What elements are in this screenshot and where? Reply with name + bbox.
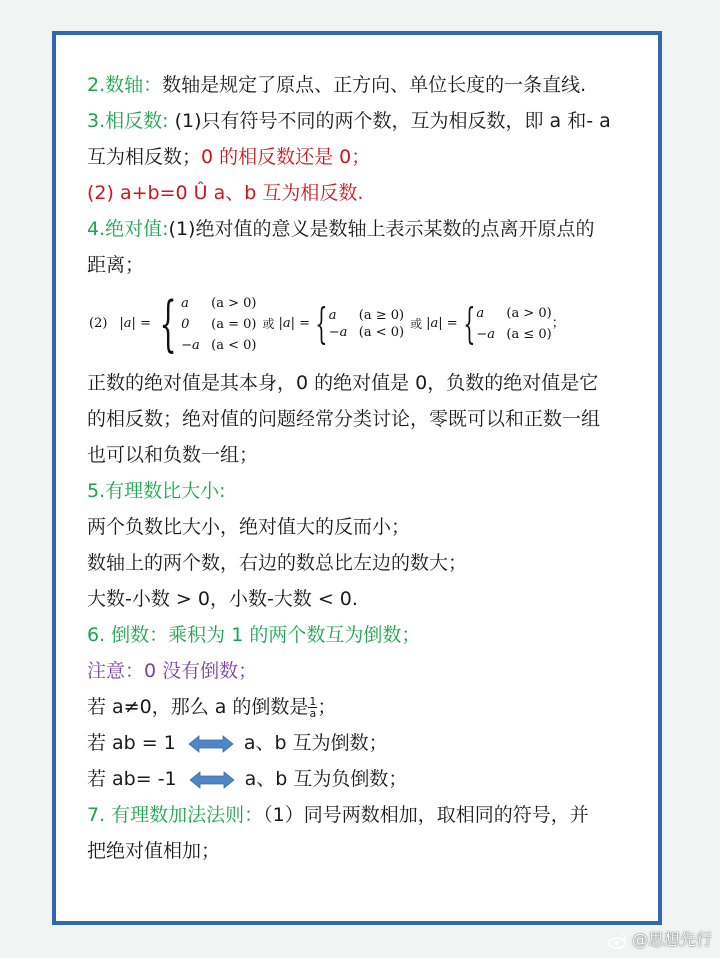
formula-lhs: |a| =	[426, 316, 458, 331]
text: (1)只有符号不同的两个数，互为相反数，即 a 和- a	[174, 110, 611, 132]
highlight-red: (2) a+b=0 Û a、b 互为相反数.	[87, 182, 364, 204]
text-line: 大数-小数 > 0，小数-大数 < 0.	[87, 588, 358, 610]
heading-opposite-number: 3.相反数	[87, 110, 163, 132]
document-content	[87, 69, 643, 867]
heading-absolute-value: 4.绝对值	[87, 218, 163, 240]
formula-number: (2)	[89, 316, 108, 331]
text-line: 也可以和负数一组；	[87, 444, 259, 466]
case-row	[329, 307, 404, 324]
case-value: 0	[181, 316, 190, 332]
or-word: 或	[262, 317, 275, 331]
text: a、b 互为倒数；	[243, 732, 388, 754]
text-line	[87, 691, 643, 723]
page-frame	[52, 31, 662, 925]
colon: :	[162, 218, 169, 240]
watermark	[608, 927, 712, 950]
colon: :	[162, 110, 175, 132]
text-line: 把绝对值相加；	[87, 840, 221, 862]
text-line	[87, 727, 643, 759]
heading-reciprocal: 6. 倒数：乘积为 1 的两个数互为倒数；	[87, 624, 421, 646]
cases-3	[476, 303, 551, 345]
text: 互为相反数；	[87, 146, 202, 168]
case-row	[476, 303, 551, 324]
formula-lhs: |a| =	[119, 316, 151, 331]
heading-number-line: 2.数轴	[87, 74, 144, 96]
text: 若 ab= -1	[87, 768, 177, 790]
text: 数轴是规定了原点、正方向、单位长度的一条直线.	[162, 74, 587, 96]
weibo-icon	[608, 933, 628, 949]
section-number-line	[87, 69, 643, 101]
case-condition: (a ≤ 0)	[506, 327, 552, 342]
colon: ：	[143, 74, 163, 96]
case-value: −a	[476, 327, 496, 342]
text-line: 距离；	[87, 254, 145, 276]
text-line	[87, 763, 643, 795]
case-value: a	[328, 308, 337, 323]
watermark-text: @思想先行	[631, 930, 712, 949]
cases-2	[329, 307, 404, 341]
heading-addition-rule: 7. 有理数加法法则：	[87, 804, 264, 826]
case-row	[181, 335, 256, 356]
brace: {	[159, 289, 177, 359]
heading-compare: 5.有理数比大小:	[87, 480, 226, 502]
cases-1	[181, 293, 256, 356]
fraction-denominator: a	[309, 707, 317, 720]
case-row	[476, 324, 551, 345]
text: （1）同号两数相加，取相同的符号，并	[263, 804, 589, 826]
case-condition: (a > 0)	[211, 295, 257, 311]
text: a、b 互为负倒数；	[244, 768, 408, 790]
case-row	[181, 314, 256, 335]
text: (1)绝对值的意义是数轴上表示某数的点离开原点的	[168, 218, 595, 240]
case-condition: (a < 0)	[211, 337, 257, 353]
text-line: 两个负数比大小，绝对值大的反而小；	[87, 516, 411, 538]
text-line: 的相反数；绝对值的问题经常分类讨论，零既可以和正数一组	[87, 408, 601, 430]
case-condition: (a < 0)	[358, 325, 405, 340]
case-condition: (a ≥ 0)	[358, 308, 405, 323]
fraction-numerator: 1	[309, 695, 317, 708]
case-condition: (a > 0)	[506, 306, 552, 321]
brace: {	[463, 299, 476, 348]
double-arrow-icon	[189, 771, 235, 789]
or-word: 或	[410, 317, 423, 331]
highlight-red: 0 的相反数还是 0；	[201, 146, 371, 168]
formula-lhs: |a| =	[278, 316, 311, 331]
text-line: 正数的绝对值是其本身，0 的绝对值是 0，负数的绝对值是它	[87, 372, 599, 394]
text-line: 数轴上的两个数，右边的数总比左边的数大；	[87, 552, 468, 574]
section-absolute-value	[87, 213, 643, 245]
text: ；	[317, 696, 337, 718]
note-text: 注意：0 没有倒数；	[87, 660, 258, 682]
case-value: a	[476, 306, 485, 321]
case-value: −a	[328, 325, 348, 340]
case-value: a	[181, 295, 189, 311]
case-value: −a	[181, 337, 200, 353]
brace: {	[315, 299, 328, 348]
case-condition: (a = 0)	[211, 316, 257, 332]
section-addition-rule	[87, 799, 643, 831]
text: 若 a≠0，那么 a 的倒数是	[87, 696, 309, 718]
text: 若 ab = 1	[87, 732, 176, 754]
case-row	[181, 293, 256, 314]
text-line	[87, 141, 643, 173]
absolute-value-formula	[89, 287, 643, 361]
double-arrow-icon	[188, 735, 234, 753]
case-row	[329, 324, 404, 341]
formula-end: ；	[551, 316, 565, 331]
section-opposite-number	[87, 105, 643, 137]
